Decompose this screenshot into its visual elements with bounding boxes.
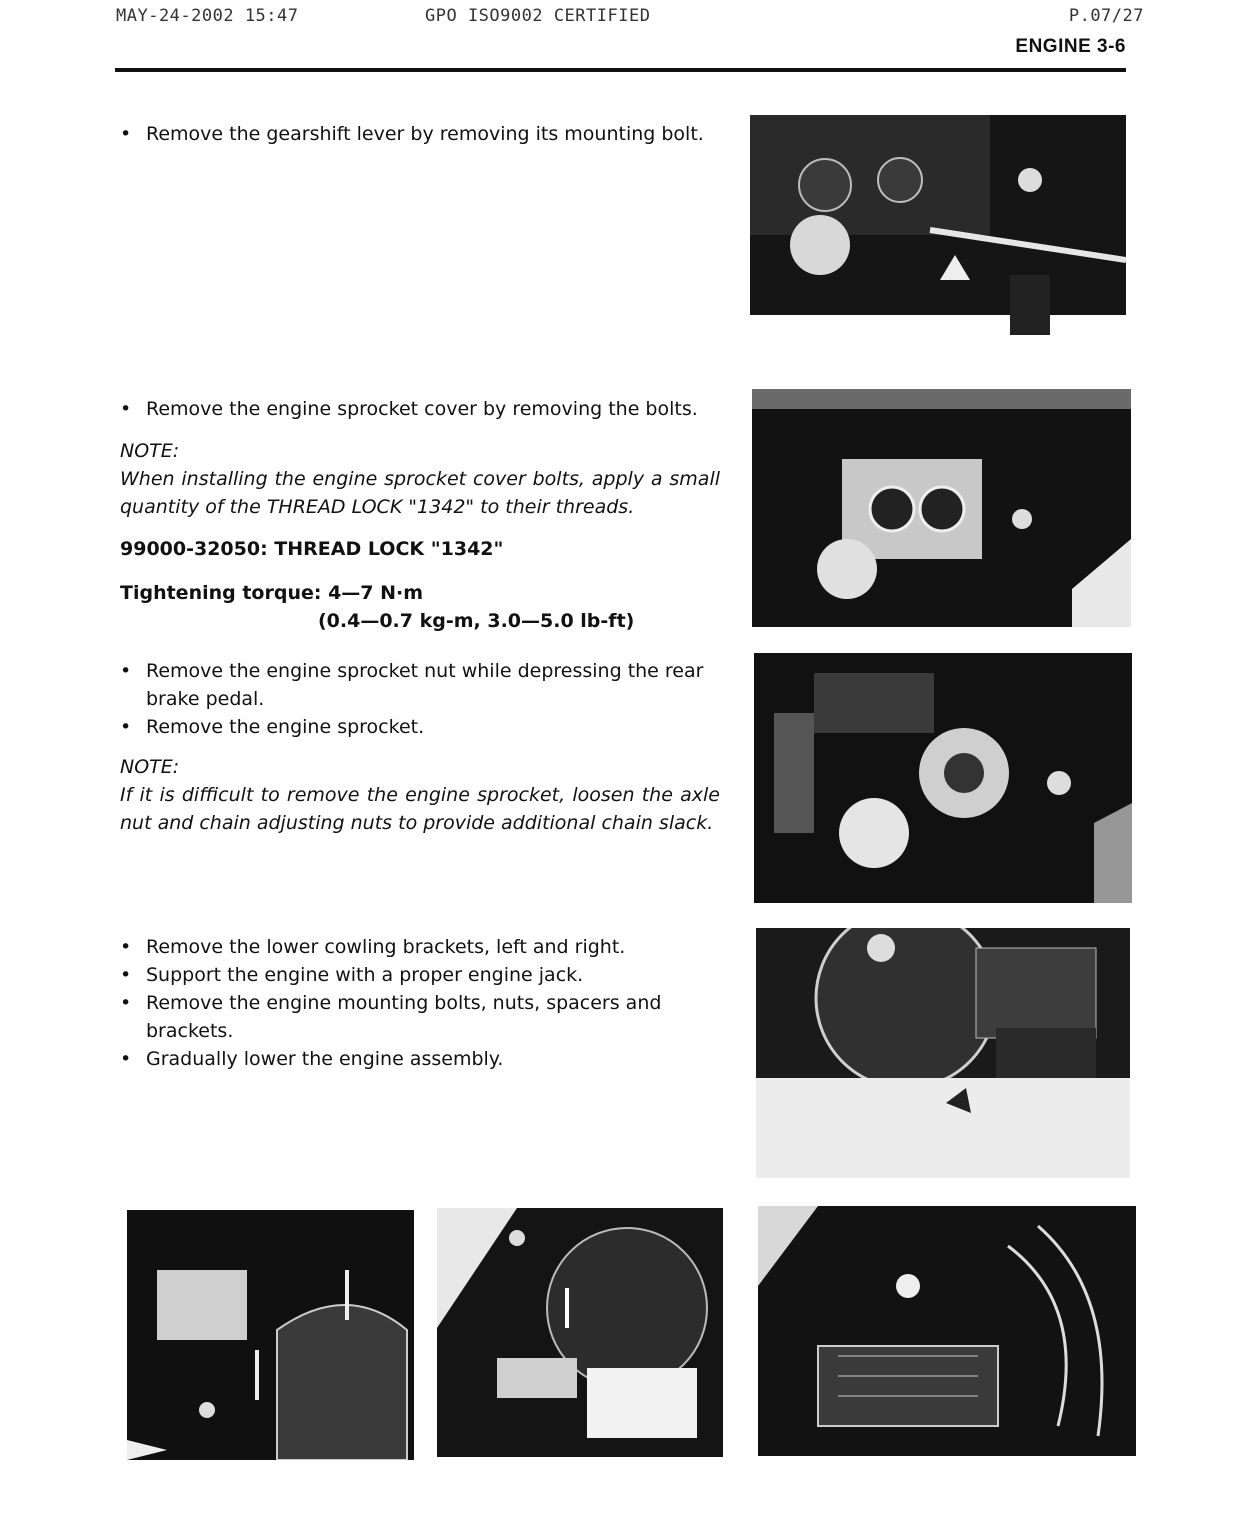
list-item: • Remove the engine sprocket. bbox=[120, 713, 720, 741]
section-title: ENGINE 3-6 bbox=[1015, 36, 1126, 57]
photo-bottom-right bbox=[758, 1206, 1136, 1456]
header-rule bbox=[115, 68, 1126, 72]
step-sprocket bbox=[120, 657, 720, 837]
step-sprocket-cover bbox=[120, 395, 720, 635]
photo-bottom-center bbox=[437, 1208, 723, 1457]
photo-sprocket-cover bbox=[752, 389, 1131, 627]
note-body: If it is difficult to remove the engine sprocket, loosen the axle nut and chain adjusting nuts to provide additional chain slack. bbox=[120, 784, 720, 834]
fax-timestamp: MAY-24-2002 15:47 bbox=[116, 6, 299, 26]
list-item: • Support the engine with a proper engine jack. bbox=[120, 961, 720, 989]
note-body: When installing the engine sprocket cover bolts, apply a small quantity of the THREAD LOCK "1342" to their threads. bbox=[120, 468, 720, 518]
fax-page-number: P.07/27 bbox=[1068, 6, 1144, 26]
list-item: • Remove the lower cowling brackets, left and right. bbox=[120, 933, 720, 961]
note-heading: NOTE: bbox=[120, 756, 180, 778]
fax-certification: GPO ISO9002 CERTIFIED bbox=[425, 6, 651, 26]
list-item: • Remove the engine mounting bolts, nuts, spacers and brackets. bbox=[120, 989, 720, 1045]
list-item: • Gradually lower the engine assembly. bbox=[120, 1045, 720, 1073]
photo-engine-sprocket bbox=[754, 653, 1132, 903]
photo-engine-mounts bbox=[756, 928, 1130, 1178]
step-engine-removal bbox=[120, 933, 720, 1073]
photo-bottom-left bbox=[127, 1210, 414, 1460]
photo-gearshift-lever bbox=[750, 115, 1126, 365]
step-gearshift bbox=[120, 120, 720, 148]
torque-spec: Tightening torque: 4—7 N·m bbox=[120, 582, 424, 604]
torque-spec-alt: (0.4—0.7 kg-m, 3.0—5.0 lb-ft) bbox=[318, 610, 635, 632]
note-heading: NOTE: bbox=[120, 440, 180, 462]
list-item: • Remove the engine sprocket cover by removing the bolts. bbox=[120, 395, 720, 423]
list-item: • Remove the engine sprocket nut while depressing the rear brake pedal. bbox=[120, 657, 720, 713]
thread-lock-spec: 99000-32050: THREAD LOCK "1342" bbox=[120, 538, 504, 560]
list-item: • Remove the gearshift lever by removing its mounting bolt. bbox=[120, 120, 720, 148]
